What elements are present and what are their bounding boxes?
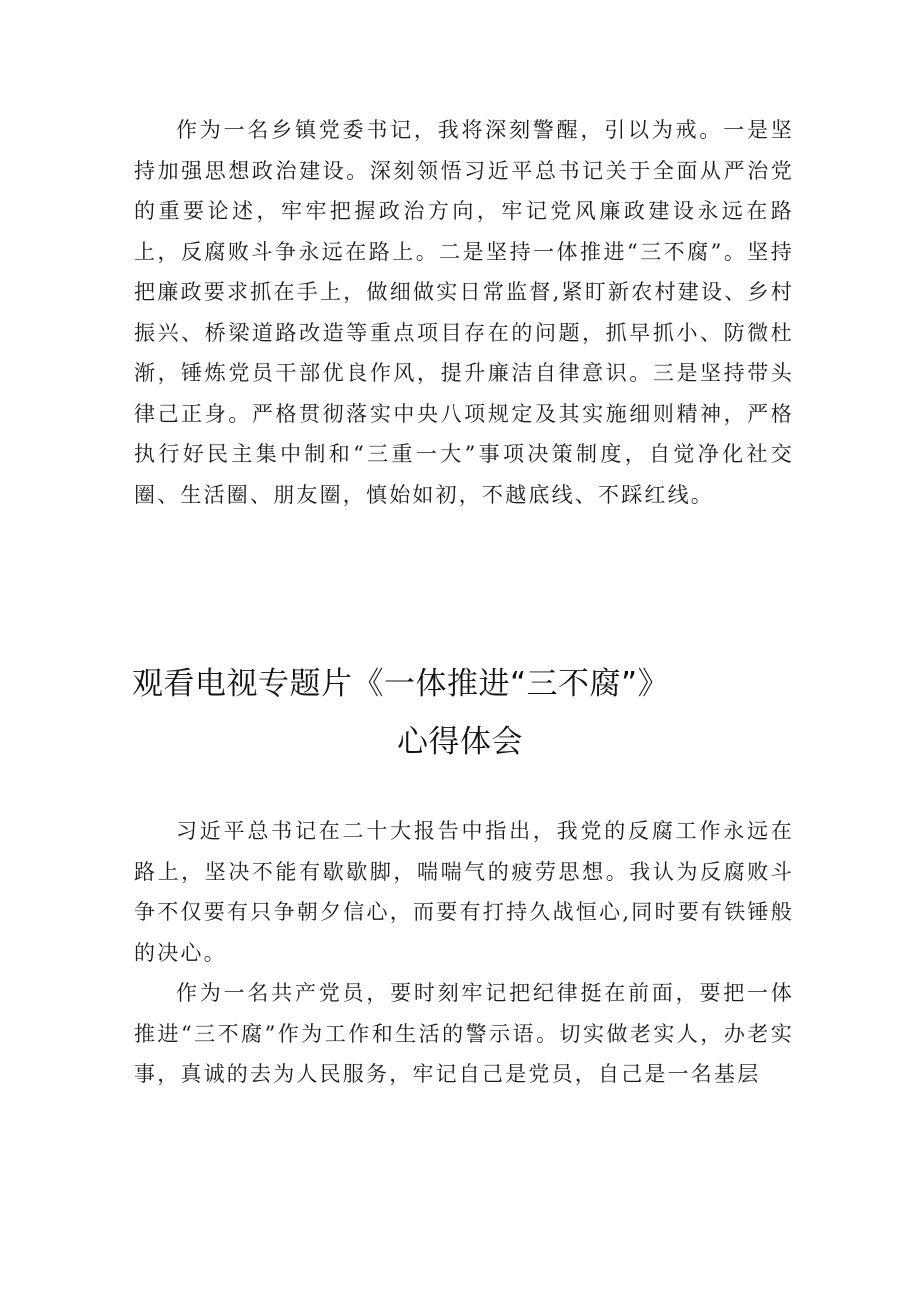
body-paragraph-1: 习近平总书记在二十大报告中指出，我党的反腐工作永远在路上，坚决不能有歇歇脚，喘喘气的疲劳思想。我认为反腐败斗争不仅要有只争朝夕信心，而要有打持久战恒心,同时要有铁锤般的决心。 <box>134 819 794 965</box>
body-paragraph-2: 作为一名共产党员，要时刻牢记把纪律挺在前面，要把一体推进“三不腐”作为工作和生活的警示语。切实做老实人，办老实事，真诚的去为人民服务，牢记自己是党员，自己是一名基层 <box>134 981 794 1086</box>
article-heading <box>60 655 860 771</box>
top-paragraph: 作为一名乡镇党委书记，我将深刻警醒，引以为戒。一是坚持加强思想政治建设。深刻领悟习近平总书记关于全面从严治党的重要论述，牢牢把握政治方向，牢记党风廉政建设永远在路上，反腐败斗争永远在路上。二是坚持一体推进“三不腐”。坚持把廉政要求抓在手上，做细做实日常监督,紧盯新农村建设、乡村振兴、桥梁道路改造等重点项目存在的问题，抓早抓小、防微杜渐，锤炼党员干部优良作风，提升廉洁自律意识。三是坚持带头律己正身。严格贯彻落实中央八项规定及其实施细则精神，严格执行好民主集中制和“三重一大”事项决策制度，自觉净化社交圈、生活圈、朋友圈，慎始如初，不越底线、不踩红线。 <box>134 118 794 507</box>
top-section <box>134 110 794 515</box>
heading-line-1: 观看电视专题片《一体推进“三不腐”》 <box>132 666 670 702</box>
heading-line-2: 心得体会 <box>397 724 523 760</box>
article-body <box>134 811 794 1095</box>
